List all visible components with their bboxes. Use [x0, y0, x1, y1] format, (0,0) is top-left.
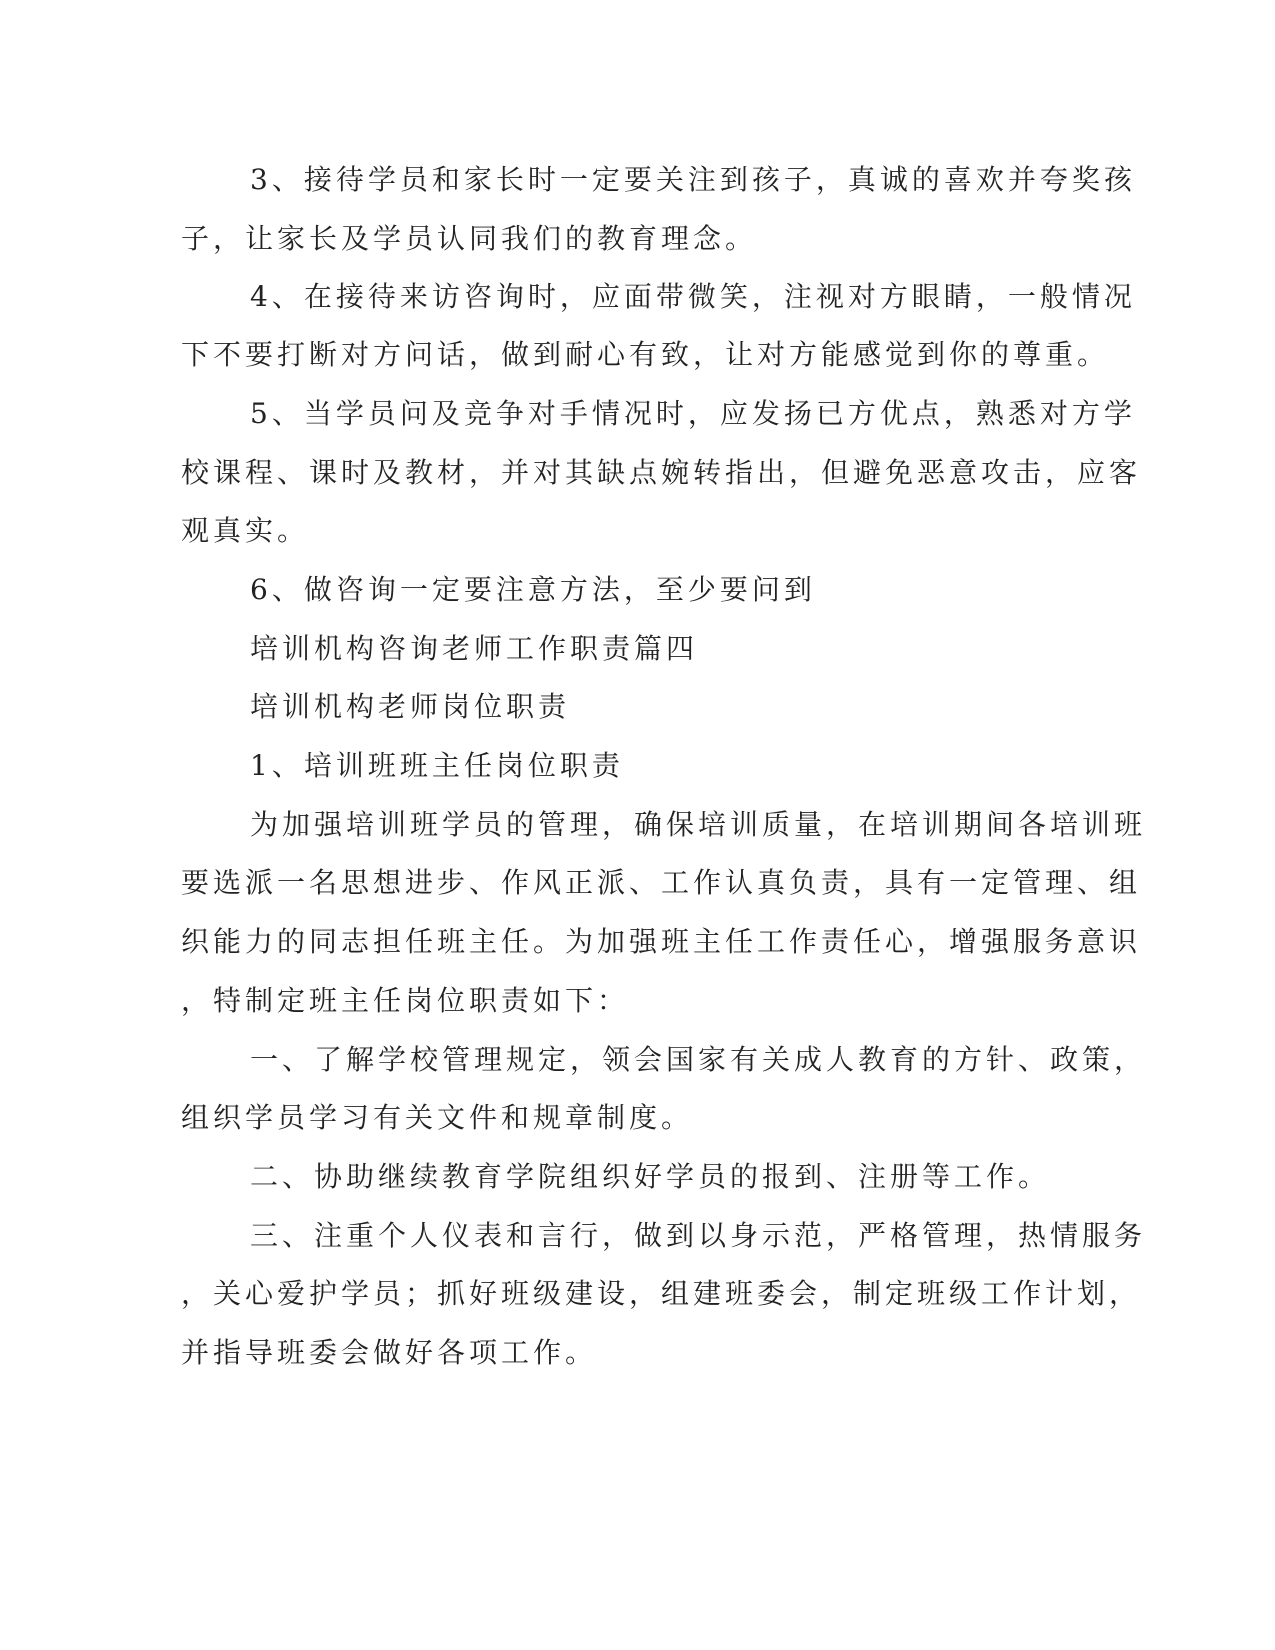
text-line: 4、在接待来访咨询时，应面带微笑，注视对方眼睛，一般情况	[250, 280, 1136, 313]
text-line: 二、协助继续教育学院组织好学员的报到、注册等工作。	[250, 1160, 1051, 1193]
text-line: ，关心爱护学员；抓好班级建设，组建班委会，制定班级工作计划，	[181, 1277, 1142, 1310]
text-line: 校课程、课时及教材，并对其缺点婉转指出，但避免恶意攻击，应客	[181, 456, 1142, 489]
text-line: 要选派一名思想进步、作风正派、工作认真负责，具有一定管理、组	[181, 866, 1142, 899]
text-line: 子，让家长及学员认同我们的教育理念。	[181, 222, 758, 255]
text-line: ，特制定班主任岗位职责如下：	[181, 984, 630, 1017]
text-line: 织能力的同志担任班主任。为加强班主任工作责任心，增强服务意识	[181, 925, 1142, 958]
text-line: 6、做咨询一定要注意方法，至少要问到	[250, 573, 816, 606]
text-line: 3、接待学员和家长时一定要关注到孩子，真诚的喜欢并夸奖孩	[250, 163, 1136, 196]
text-line: 下不要打断对方问话，做到耐心有致，让对方能感觉到你的尊重。	[181, 338, 1110, 371]
text-line: 三、注重个人仪表和言行，做到以身示范，严格管理，热情服务	[250, 1219, 1147, 1252]
text-line: 一、了解学校管理规定，领会国家有关成人教育的方针、政策，	[250, 1043, 1147, 1076]
section-heading: 1、培训班班主任岗位职责	[250, 749, 624, 782]
text-line: 为加强培训班学员的管理，确保培训质量，在培训期间各培训班	[250, 808, 1147, 841]
text-line: 5、当学员问及竞争对手情况时，应发扬已方优点，熟悉对方学	[250, 397, 1136, 430]
text-line: 并指导班委会做好各项工作。	[181, 1336, 598, 1369]
section-heading: 培训机构老师岗位职责	[250, 690, 571, 723]
text-line: 观真实。	[181, 514, 310, 547]
section-heading: 培训机构咨询老师工作职责篇四	[250, 632, 699, 665]
text-line: 组织学员学习有关文件和规章制度。	[181, 1101, 694, 1134]
